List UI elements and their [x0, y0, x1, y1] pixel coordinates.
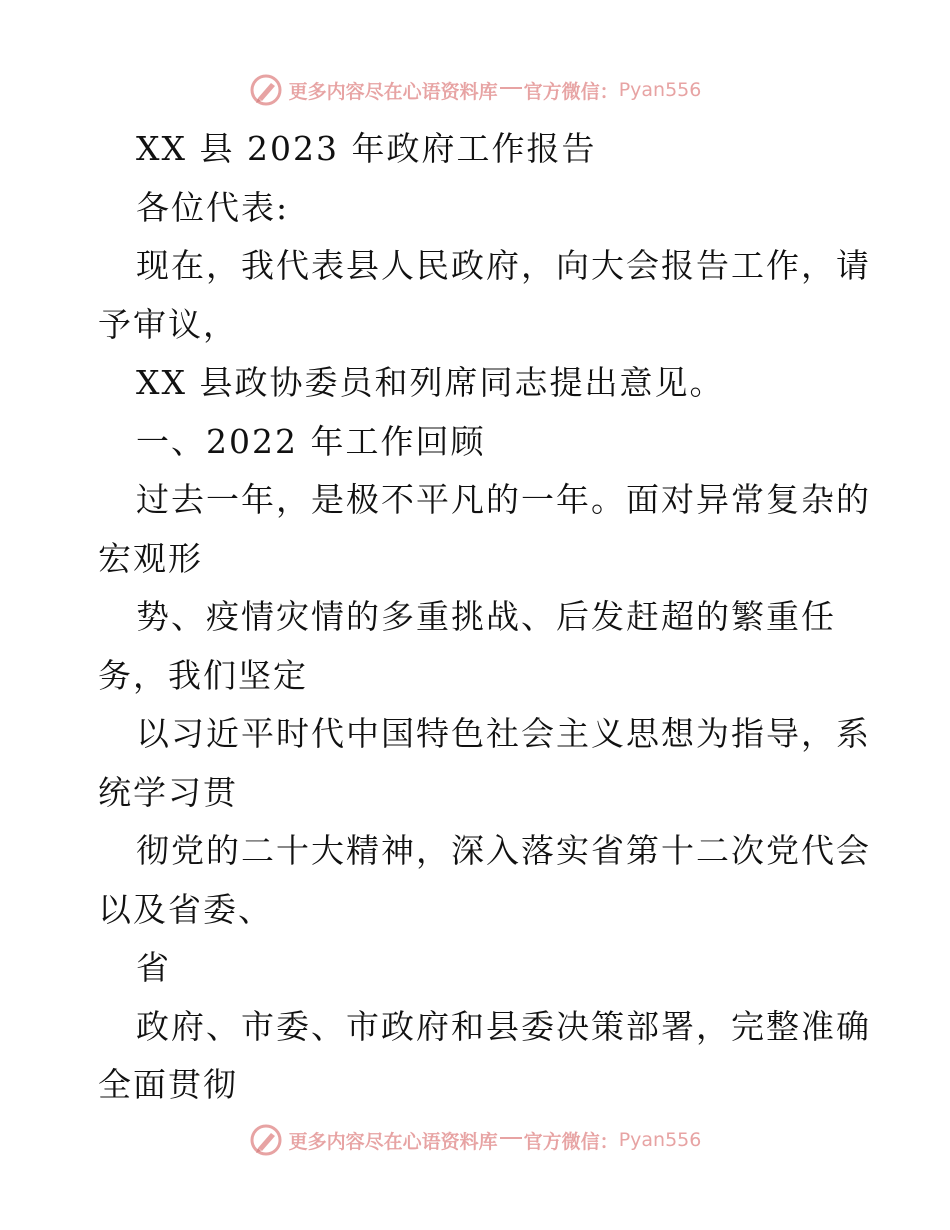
watermark-label: 官方微信： [523, 1130, 619, 1153]
paragraph-line: 彻党的二十大精神，深入落实省第十二次党代会 [136, 831, 871, 870]
paragraph-line: 省 [136, 948, 171, 987]
header-watermark [0, 70, 950, 110]
salutation: 各位代表: [136, 187, 290, 227]
paragraph-line: 宏观形 [98, 538, 203, 578]
paragraph-line: 政府、市委、市政府和县委决策部署，完整准确 [136, 1006, 871, 1046]
watermark-account: Pyan556 [618, 1129, 702, 1151]
paragraph-line: 统学习贯 [98, 772, 238, 812]
paragraph-line: 现在，我代表县人民政府，向大会报告工作，请 [136, 246, 871, 285]
paragraph-line: 全面贯彻 [98, 1065, 238, 1104]
document-title: XX 县 2023 年政府工作报告 [136, 129, 597, 168]
watermark-site-text: 更多内容尽在心语资料库 [288, 1130, 498, 1153]
paragraph-line: 过去一年，是极不平凡的一年。面对异常复杂的 [136, 480, 871, 519]
paragraph-line: 务，我们坚定 [98, 655, 308, 695]
document-body [98, 120, 871, 1115]
pen-logo-icon [249, 73, 283, 107]
paragraph-line: 予审议， [98, 304, 238, 344]
watermark-account: Pyan556 [618, 79, 702, 101]
paragraph-line: 势、疫情灾情的多重挑战、后发赶超的繁重任 [136, 597, 836, 636]
watermark-dash [500, 87, 522, 89]
paragraph-line: XX 县政协委员和列席同志提出意见。 [136, 363, 725, 402]
watermark-label: 官方微信： [523, 80, 619, 103]
watermark-dash [500, 1137, 522, 1139]
paragraph-line: 以及省委、 [98, 889, 273, 929]
section-heading: 一、2022 年工作回顾 [136, 421, 486, 461]
pen-logo-icon [249, 1123, 283, 1157]
watermark-site-text: 更多内容尽在心语资料库 [288, 80, 498, 103]
paragraph-line: 以习近平时代中国特色社会主义思想为指导，系 [136, 714, 871, 753]
footer-watermark [0, 1120, 950, 1160]
